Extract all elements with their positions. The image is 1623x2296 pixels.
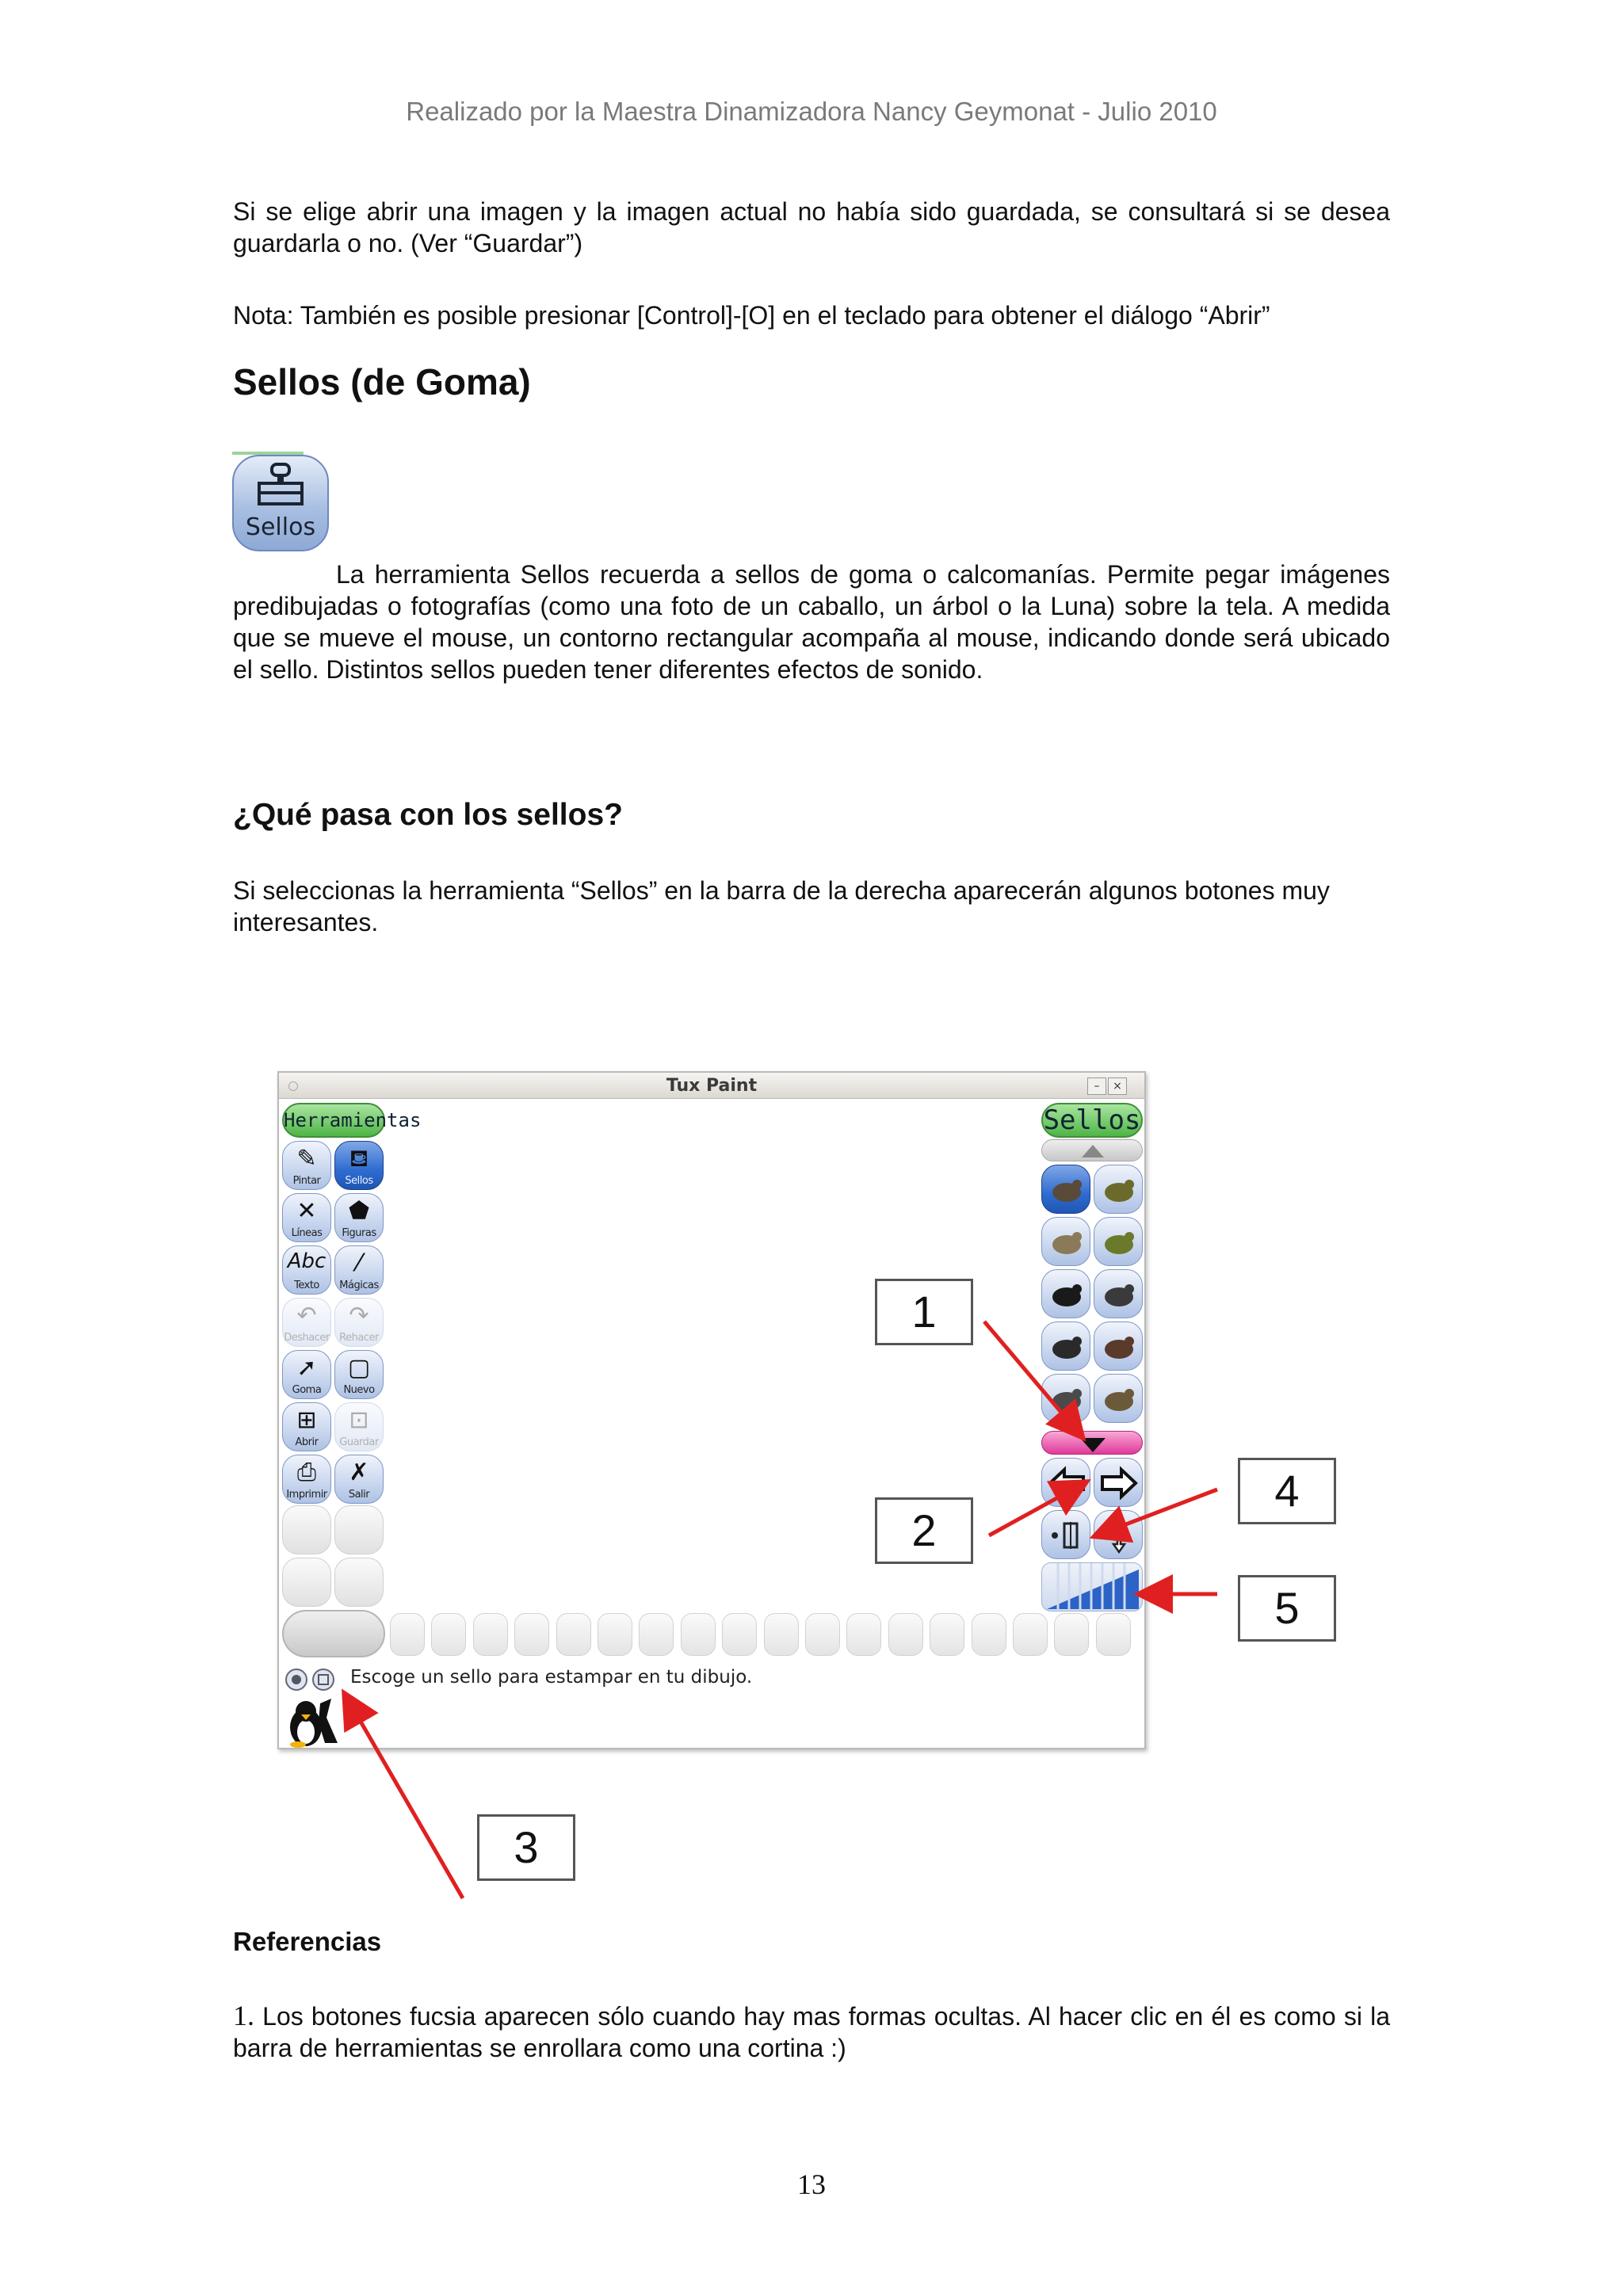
page-number: 13 [797, 2168, 826, 2200]
callout-5: 5 [1238, 1575, 1336, 1642]
status-message: Escoge un sello para estampar en tu dibujo. [350, 1667, 753, 1688]
tool-label: Figuras [342, 1227, 376, 1239]
pentagon-icon: ⬟ [348, 1197, 370, 1225]
close-button[interactable]: × [1108, 1077, 1127, 1095]
reference-1-text: Los botones fucsia aparecen sólo cuando hay mas formas ocultas. Al hacer clic en él es como si la barra de herramientas se enrollara como una cortina :) [233, 2002, 1391, 2062]
save-book-icon: ⊡ [349, 1406, 369, 1434]
printer-icon: ⎙ [297, 1459, 316, 1486]
tool-label: Goma [292, 1384, 322, 1396]
redo-icon: ↷ [349, 1302, 369, 1329]
new-page-icon: ▢ [347, 1354, 371, 1382]
minimize-button[interactable]: – [1087, 1077, 1106, 1095]
callout-2: 2 [875, 1497, 973, 1564]
arrow-3 [346, 1695, 463, 1898]
undo-icon: ↶ [296, 1302, 317, 1329]
reference-1 [233, 2000, 1390, 2064]
tool-label: Guardar [339, 1436, 379, 1448]
paragraph-open-image: Si se elige abrir una imagen y la imagen actual no había sido guardada, se consultará si se desea guardarla o no. (Ver “Guardar”) [233, 197, 1390, 257]
paragraph-sellos: La herramienta Sellos recuerda a sellos de goma o calcomanías. Permite pegar imágenes predibujadas o fotografías (como una foto de un caballo, un árbol o la Luna) sobre la tela. A medida que se mueve el mouse, un contorno rectangular acompaña al mouse, indicando donde será ubicado el sello. Distintos sellos pueden tener diferentes efectos de sonido. [233, 560, 1390, 684]
heading-referencias: Referencias [233, 1927, 382, 1956]
paragraph-selecciona: Si seleccionas la herramienta “Sellos” en la barra de la derecha aparecerán algunos botones muy interesantes. [233, 876, 1330, 936]
heading-sellos: Sellos (de Goma) [233, 361, 531, 402]
arrow-4 [1097, 1489, 1217, 1535]
tool-label: Sellos [345, 1175, 373, 1187]
magic-wand-icon: ⁄ [357, 1249, 361, 1277]
paintbrush-icon: ✎ [296, 1145, 317, 1173]
sellos-icon-label: Sellos [245, 513, 316, 541]
paragraph-nota: Nota: También es posible presionar [Control]-[O] en el teclado para obtener el diálogo “Abrir” [233, 301, 1270, 330]
stamps-header: Sellos [1041, 1103, 1143, 1138]
tool-label: Abrir [295, 1436, 319, 1448]
tool-label: Rehacer [339, 1332, 379, 1344]
callout-4: 4 [1238, 1458, 1336, 1524]
tool-label: Líneas [291, 1227, 323, 1239]
stamp-icon: ⛾ [349, 1145, 369, 1173]
window-title: Tux Paint [666, 1076, 758, 1096]
arrow-2 [989, 1483, 1084, 1535]
text-icon: Abc [287, 1249, 327, 1273]
tool-label: Pintar [292, 1175, 321, 1187]
tool-label: Salir [348, 1489, 370, 1501]
open-book-icon: ⊞ [296, 1406, 317, 1434]
lines-icon: ✕ [296, 1197, 317, 1225]
tool-label: Deshacer [284, 1332, 330, 1344]
heading-que-pasa: ¿Qué pasa con los sellos? [233, 798, 623, 832]
tool-label: Texto [294, 1280, 319, 1291]
eraser-icon: ➚ [296, 1354, 317, 1382]
reference-1-number: 1. [233, 2000, 254, 2031]
tool-label: Imprimir [286, 1489, 327, 1501]
tool-label: Nuevo [343, 1384, 375, 1396]
exit-icon: ✗ [349, 1459, 369, 1486]
callout-1: 1 [875, 1279, 973, 1345]
arrow-1 [984, 1322, 1081, 1436]
tool-label: Mágicas [339, 1280, 379, 1291]
page-header: Realizado por la Maestra Dinamizadora Nancy Geymonat - Julio 2010 [406, 97, 1217, 126]
callout-3: 3 [477, 1814, 575, 1881]
tools-header: Herramientas [282, 1103, 385, 1138]
